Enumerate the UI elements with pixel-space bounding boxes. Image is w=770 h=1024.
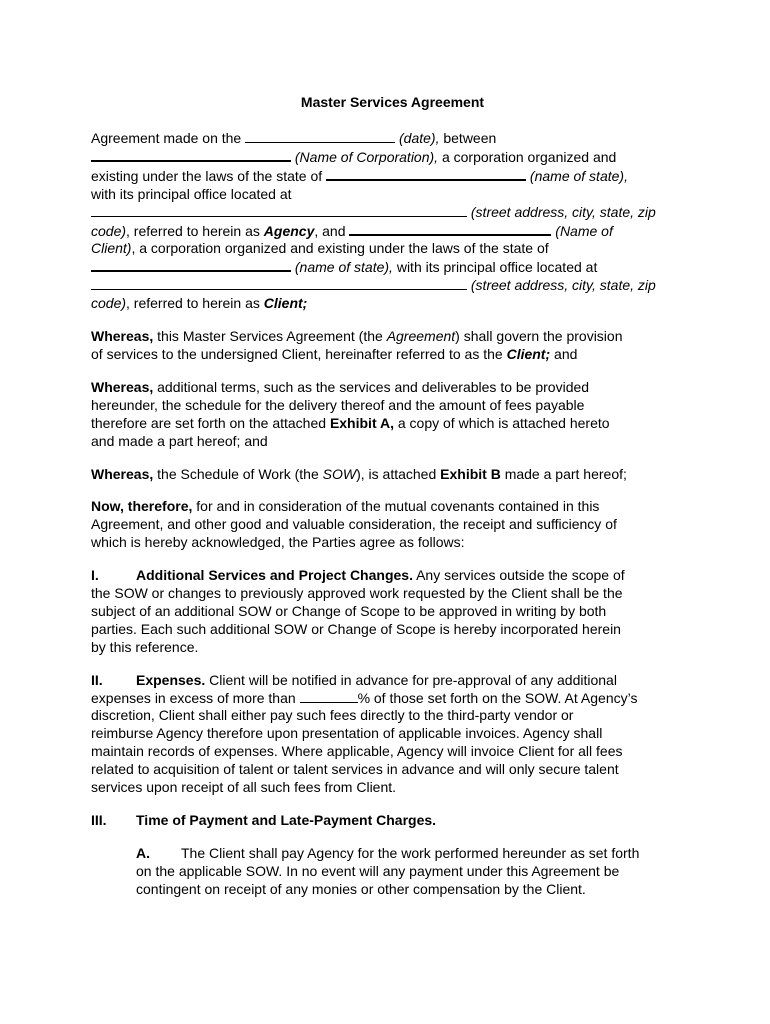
intro-text: code) (91, 295, 127, 312)
section-3-subsection-a (91, 845, 684, 899)
percentage-blank[interactable] (300, 690, 358, 703)
intro-text: , referred to herein as (126, 295, 264, 312)
para-text: hereunder, the schedule for the delivery thereof and the amount of fees payable (91, 396, 585, 413)
intro-text: (street address, city, state, zip (470, 203, 656, 220)
para-text: related to acquisition of talent or talent services in advance and will only secure talent (91, 761, 619, 778)
client-state-blank[interactable] (91, 258, 291, 272)
document-title: Master Services Agreement (300, 94, 485, 110)
para-text: a copy of which is attached hereto (393, 414, 610, 431)
para-text: which is hereby acknowledged, the Parties agree as follows: (91, 534, 465, 551)
whereas-label: Whereas, (91, 378, 154, 395)
para-text: ) shall govern the provision (455, 328, 623, 345)
para-text: Agreement, and other good and valuable consideration, the receipt and sufficiency of (91, 516, 617, 533)
agency-term: Agency (263, 222, 315, 239)
intro-text: (Name of Corporation), (294, 148, 439, 165)
para-text: % of those set forth on the SOW. At Agency’s (357, 689, 638, 706)
para-text: maintain records of expenses. Where applicable, Agency will invoice Client for all fees (91, 743, 623, 760)
intro-text: (street address, city, state, zip (470, 277, 656, 294)
intro-text: code) (91, 222, 127, 239)
para-text: of services to the undersigned Client, hereinafter referred to as the (91, 345, 507, 362)
section-heading: Additional Services and Project Changes. (136, 567, 413, 584)
para-text: contingent on receipt of any monies or other compensation by the Client. (136, 880, 586, 897)
date-blank[interactable] (245, 130, 395, 143)
client-term: Client; (506, 345, 551, 362)
whereas-paragraph-2 (91, 379, 684, 451)
intro-text: , and (314, 222, 350, 239)
para-text: and made a part hereof; and (91, 432, 268, 449)
intro-text: with its principal office located at (91, 185, 292, 202)
whereas-label: Whereas, (91, 465, 154, 482)
section-heading: Expenses. (136, 671, 206, 688)
para-text: discretion, Client shall either pay such fees directly to the third-party vendor or (91, 707, 574, 724)
intro-text: (name of state), (529, 167, 628, 184)
section-1 (91, 567, 684, 657)
para-text: services upon receipt of all such fees from Client. (91, 779, 397, 796)
para-text: reimburse Agency therefore upon presentation of applicable invoices. Agency shall (91, 725, 603, 742)
para-text: therefore are set forth on the attached (91, 414, 330, 431)
para-text: Client will be notified in advance for pre-approval of any additional (205, 671, 617, 688)
para-text: Agreement (386, 328, 456, 345)
para-text: on the applicable SOW. In no event will any payment under this Agreement be (136, 862, 620, 879)
whereas-paragraph-3 (91, 466, 684, 484)
intro-text: existing under the laws of the state of (91, 167, 327, 184)
sow-term: SOW (322, 465, 357, 482)
corporation-name-blank[interactable] (91, 148, 291, 162)
now-therefore-paragraph (91, 498, 684, 552)
intro-text: a corporation organized and (438, 148, 617, 165)
whereas-label: Whereas, (91, 328, 154, 345)
intro-text: (Name of (555, 222, 613, 239)
intro-text: Client) (91, 240, 132, 257)
now-therefore-label: Now, therefore, (91, 498, 193, 515)
intro-text: with its principal office located at (392, 259, 598, 276)
para-text: by this reference. (91, 638, 199, 655)
intro-text: , a corporation organized and existing under the laws of the state of (131, 240, 549, 257)
para-text: the Schedule of Work (the (153, 465, 323, 482)
para-text: made a part hereof; (500, 465, 627, 482)
para-text: additional terms, such as the services and deliverables to be provided (153, 378, 590, 395)
intro-text: Agreement made on the (91, 130, 246, 146)
intro-text: (name of state), (294, 259, 393, 276)
para-text: subject of an additional SOW or Change of Scope to be approved in writing by both (91, 602, 607, 619)
section-number: II. (91, 671, 103, 688)
intro-text: (date), (399, 130, 440, 146)
intro-text: , referred to herein as (126, 222, 264, 239)
exhibit-a-term: Exhibit A, (329, 414, 394, 431)
whereas-paragraph-1 (91, 328, 684, 364)
client-name-blank[interactable] (349, 222, 551, 236)
para-text: Any services outside the scope of (412, 567, 625, 584)
para-text: The Client shall pay Agency for the work performed hereunder as set forth (181, 844, 640, 861)
state-name-blank[interactable] (326, 167, 526, 181)
para-text: and (550, 345, 578, 362)
section-3 (91, 812, 684, 830)
client-address-blank[interactable] (91, 277, 467, 290)
para-text: parties. Each such additional SOW or Change of Scope is hereby incorporated herein (91, 620, 621, 637)
exhibit-b-term: Exhibit B (440, 465, 501, 482)
para-text: ), is attached (356, 465, 441, 482)
subsection-number: A. (136, 844, 150, 861)
para-text: for and in consideration of the mutual covenants contained in this (192, 498, 600, 515)
section-number: I. (91, 567, 99, 584)
section-2 (91, 672, 684, 797)
section-heading: Time of Payment and Late-Payment Charges. (136, 812, 437, 828)
intro-paragraph (91, 130, 684, 313)
para-text: the SOW or changes to previously approved work requested by the Client shall be the (91, 585, 623, 602)
agency-address-blank[interactable] (91, 204, 467, 217)
section-number: III. (91, 812, 107, 828)
para-text: this Master Services Agreement (the (153, 328, 387, 345)
intro-text: between (439, 130, 497, 146)
para-text: expenses in excess of more than (91, 689, 300, 706)
client-term: Client; (263, 295, 308, 312)
